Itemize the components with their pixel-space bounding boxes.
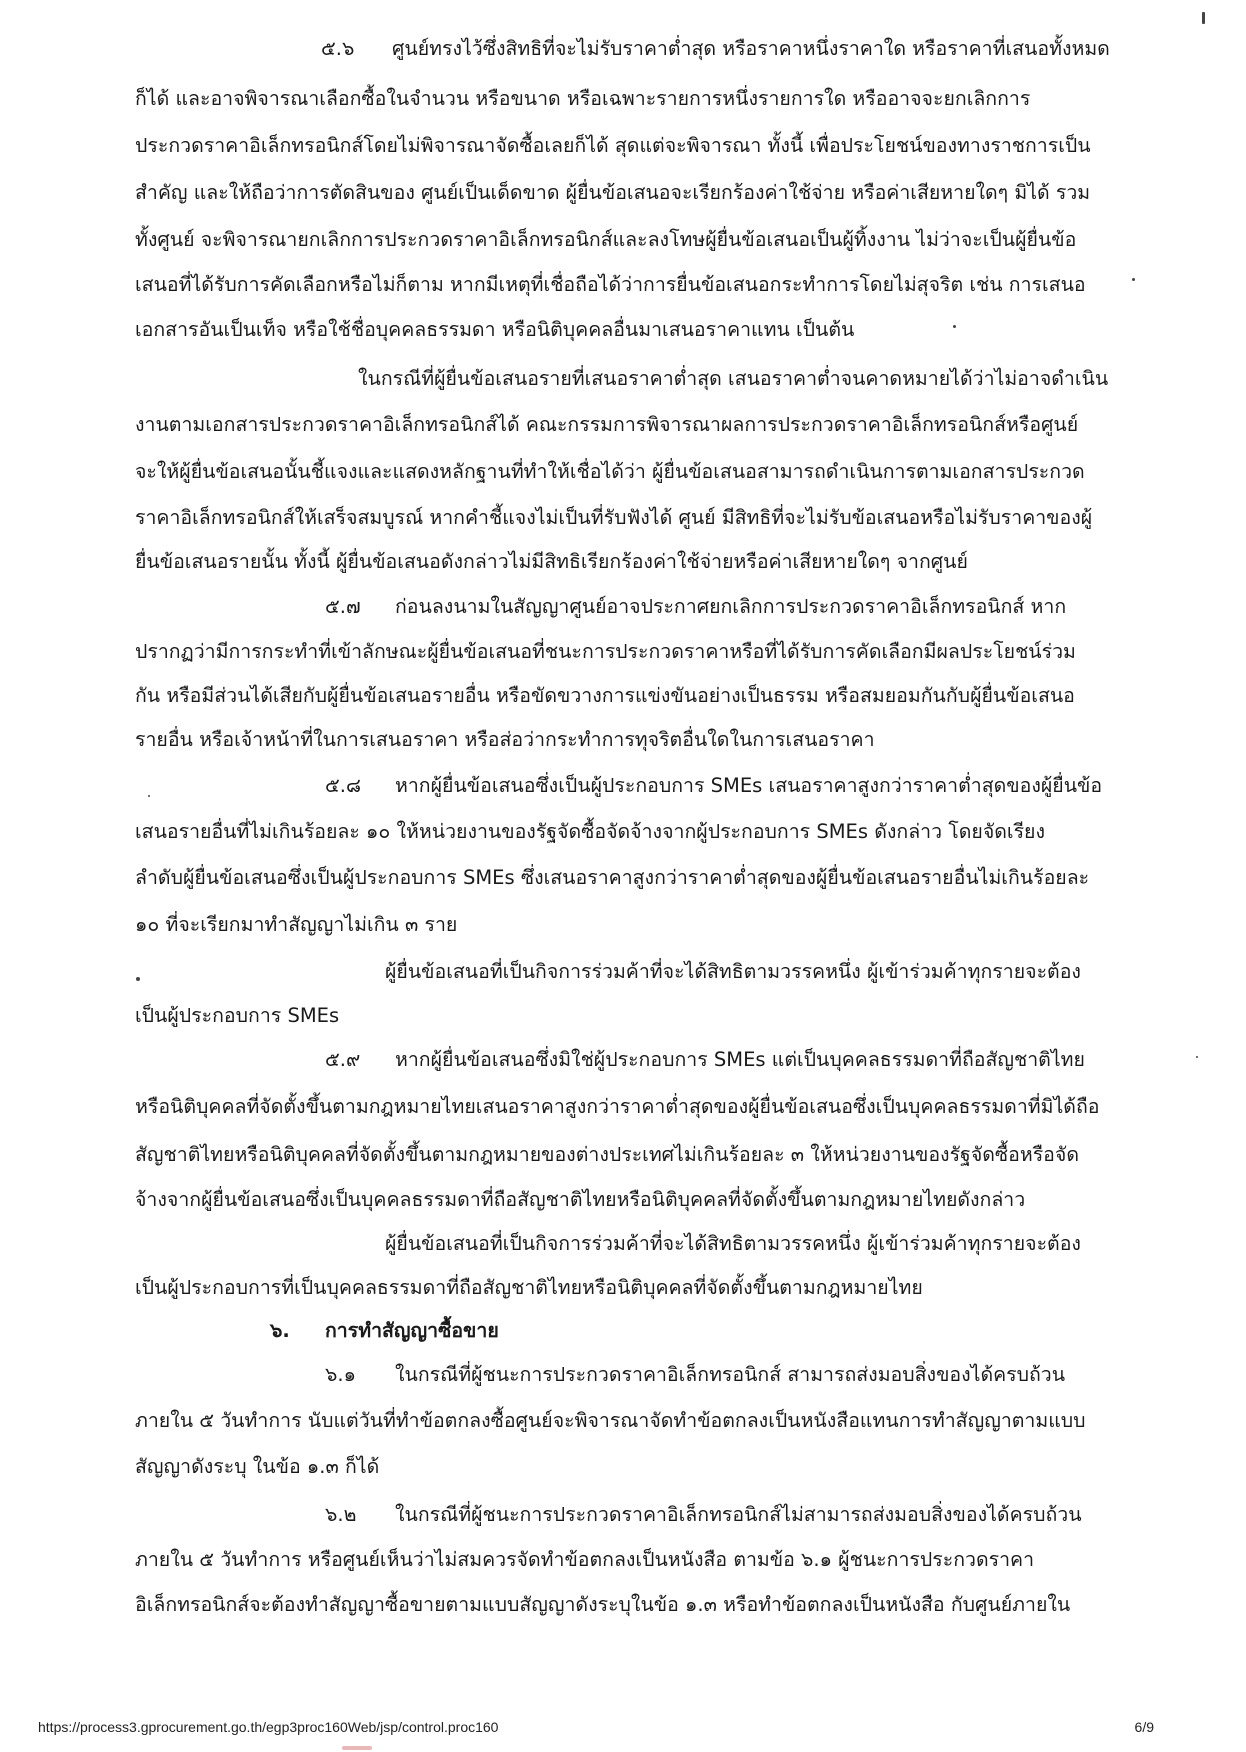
text-line: ประกวดราคาอิเล็กทรอนิกส์โดยไม่พิจารณาจัดซื้อเลยก็ได้ สุดแต่จะพิจารณา ทั้งนี้ เพื่อประโยชน์ของทางราชการเป็น (135, 134, 1091, 157)
text-line: หากผู้ยื่นข้อเสนอซึ่งมิใช่ผู้ประกอบการ SMEs แต่เป็นบุคคลธรรมดาที่ถือสัญชาติไทย (395, 1048, 1085, 1071)
text-line: ในกรณีที่ผู้ยื่นข้อเสนอรายที่เสนอราคาต่ำสุด เสนอราคาต่ำจนคาดหมายได้ว่าไม่อาจดำเนิน (358, 367, 1109, 390)
text-line: สำคัญ และให้ถือว่าการตัดสินของ ศูนย์เป็นเด็ดขาด ผู้ยื่นข้อเสนอจะเรียกร้องค่าใช้จ่าย หรือค่าเสียหายใดๆ มิได้ รวม (135, 181, 1091, 204)
text-line: ศูนย์ทรงไว้ซึ่งสิทธิที่จะไม่รับราคาต่ำสุด หรือราคาหนึ่งราคาใด หรือราคาที่เสนอทั้งหมด (392, 37, 1110, 60)
text-line: เป็นผู้ประกอบการที่เป็นบุคคลธรรมดาที่ถือสัญชาติไทยหรือนิติบุคคลที่จัดตั้งขึ้นตามกฎหมายไทย (135, 1276, 923, 1299)
text-line: หรือนิติบุคคลที่จัดตั้งขึ้นตามกฎหมายไทยเสนอราคาสูงกว่าราคาต่ำสุดของผู้ยื่นข้อเสนอซึ่งเป็นบุคคลธรรมดาที่มิได้ถือ (135, 1095, 1100, 1118)
scan-speck (1202, 12, 1205, 24)
text-line: ก็ได้ และอาจพิจารณาเลือกซื้อในจำนวน หรือขนาด หรือเฉพาะรายการหนึ่งรายการใด หรืออาจจะยกเลิกการ (135, 87, 1031, 110)
text-line: ภายใน ๕ วันทำการ หรือศูนย์เห็นว่าไม่สมควรจัดทำข้อตกลงเป็นหนังสือ ตามข้อ ๖.๑ ผู้ชนะการประกวดราคา (135, 1548, 1035, 1571)
clause-number: ๕.๙ (325, 1048, 361, 1071)
clause-number: ๖.๒ (325, 1503, 357, 1526)
text-line: ทั้งศูนย์ จะพิจารณายกเลิกการประกวดราคาอิเล็กทรอนิกส์และลงโทษผู้ยื่นข้อเสนอเป็นผู้ทิ้งงาน ไม่ว่าจะเป็นผู้ยื่นข้อ (135, 228, 1077, 251)
text-line: สัญชาติไทยหรือนิติบุคคลที่จัดตั้งขึ้นตามกฎหมายของต่างประเทศไม่เกินร้อยละ ๓ ให้หน่วยงานของรัฐจัดซื้อหรือจัด (135, 1143, 1079, 1166)
text-line: ก่อนลงนามในสัญญาศูนย์อาจประกาศยกเลิกการประกวดราคาอิเล็กทรอนิกส์ หาก (395, 595, 1067, 618)
text-line: เป็นผู้ประกอบการ SMEs (135, 1004, 340, 1027)
text-line: จ้างจากผู้ยื่นข้อเสนอซึ่งเป็นบุคคลธรรมดาที่ถือสัญชาติไทยหรือนิติบุคคลที่จัดตั้งขึ้นตามกฎหมายไทยดังกล่าว (135, 1188, 1026, 1211)
text-line: ผู้ยื่นข้อเสนอที่เป็นกิจการร่วมค้าที่จะได้สิทธิตามวรรคหนึ่ง ผู้เข้าร่วมค้าทุกรายจะต้อง (385, 960, 1081, 983)
text-line: ในกรณีที่ผู้ชนะการประกวดราคาอิเล็กทรอนิกส์ไม่สามารถส่งมอบสิ่งของได้ครบถ้วน (395, 1503, 1082, 1526)
clause-number: ๖.๑ (325, 1363, 356, 1386)
page-number: 6/9 (1134, 1719, 1154, 1735)
text-line: งานตามเอกสารประกวดราคาอิเล็กทรอนิกส์ได้ คณะกรรมการพิจารณาผลการประกวดราคาอิเล็กทรอนิกส์หรือศูนย์ (135, 413, 1079, 436)
scan-speck (136, 977, 140, 981)
text-line: เอกสารอันเป็นเท็จ หรือใช้ชื่อบุคคลธรรมดา หรือนิติบุคคลอื่นมาเสนอราคาแทน เป็นต้น (135, 318, 855, 341)
text-line: เสนอรายอื่นที่ไม่เกินร้อยละ ๑๐ ให้หน่วยงานของรัฐจัดซื้อจัดจ้างจากผู้ประกอบการ SMEs ดังกล่าว โดยจัดเรียง (135, 820, 1045, 843)
text-line: กัน หรือมีส่วนได้เสียกับผู้ยื่นข้อเสนอรายอื่น หรือขัดขวางการแข่งขันอย่างเป็นธรรม หรือสมยอมกันกับผู้ยื่นข้อเสนอ (135, 684, 1075, 707)
section-number: ๖. (270, 1319, 290, 1342)
footer-url: https://process3.gprocurement.go.th/egp3proc160Web/jsp/control.proc160 (38, 1719, 499, 1735)
text-line: อิเล็กทรอนิกส์จะต้องทำสัญญาซื้อขายตามแบบสัญญาดังระบุในข้อ ๑.๓ หรือทำข้อตกลงเป็นหนังสือ กับศูนย์ภายใน (135, 1593, 1071, 1616)
text-line: ภายใน ๕ วันทำการ นับแต่วันที่ทำข้อตกลงซื้อศูนย์จะพิจารณาจัดทำข้อตกลงเป็นหนังสือแทนการทำสัญญาตามแบบ (135, 1409, 1086, 1432)
text-line: ผู้ยื่นข้อเสนอที่เป็นกิจการร่วมค้าที่จะได้สิทธิตามวรรคหนึ่ง ผู้เข้าร่วมค้าทุกรายจะต้อง (385, 1232, 1081, 1255)
clause-number: ๕.๗ (325, 595, 361, 618)
text-line: รายอื่น หรือเจ้าหน้าที่ในการเสนอราคา หรือส่อว่ากระทำการทุจริตอื่นใดในการเสนอราคา (135, 728, 875, 751)
scan-speck (1132, 278, 1135, 281)
text-line: ในกรณีที่ผู้ชนะการประกวดราคาอิเล็กทรอนิกส์ สามารถส่งมอบสิ่งของได้ครบถ้วน (395, 1363, 1066, 1386)
text-line: ลำดับผู้ยื่นข้อเสนอซึ่งเป็นผู้ประกอบการ SMEs ซึ่งเสนอราคาสูงกว่าราคาต่ำสุดของผู้ยื่นข้อเสนอรายอื่นไม่เกินร้อยละ (135, 866, 1090, 889)
text-line: ปรากฏว่ามีการกระทำที่เข้าลักษณะผู้ยื่นข้อเสนอที่ชนะการประกวดราคาหรือที่ได้รับการคัดเลือกมีผลประโยชน์ร่วม (135, 640, 1076, 663)
clause-number: ๕.๘ (325, 774, 362, 797)
text-line: หากผู้ยื่นข้อเสนอซึ่งเป็นผู้ประกอบการ SMEs เสนอราคาสูงกว่าราคาต่ำสุดของผู้ยื่นข้อ (395, 774, 1103, 797)
section-heading: การทำสัญญาซื้อขาย (325, 1319, 499, 1342)
text-line: ยื่นข้อเสนอรายนั้น ทั้งนี้ ผู้ยื่นข้อเสนอดังกล่าวไม่มีสิทธิเรียกร้องค่าใช้จ่ายหรือค่าเสียหายใดๆ จากศูนย์ (135, 550, 968, 573)
clause-number: ๕.๖ (321, 37, 355, 60)
scan-speck (1196, 1056, 1198, 1058)
scan-speck (953, 325, 956, 328)
scan-speck (148, 795, 150, 797)
text-line: เสนอที่ได้รับการคัดเลือกหรือไม่ก็ตาม หากมีเหตุที่เชื่อถือได้ว่าการยื่นข้อเสนอกระทำการโดยไม่สุจริต เช่น การเสนอ (135, 273, 1086, 296)
text-line: สัญญาดังระบุ ในข้อ ๑.๓ ก็ได้ (135, 1455, 380, 1478)
scan-mark (342, 1746, 372, 1750)
text-line: จะให้ผู้ยื่นข้อเสนอนั้นชี้แจงและแสดงหลักฐานที่ทำให้เชื่อได้ว่า ผู้ยื่นข้อเสนอสามารถดำเนินการตามเอกสารประกวด (135, 460, 1085, 483)
text-line: ๑๐ ที่จะเรียกมาทำสัญญาไม่เกิน ๓ ราย (135, 913, 458, 936)
text-line: ราคาอิเล็กทรอนิกส์ให้เสร็จสมบูรณ์ หากคำชี้แจงไม่เป็นที่รับฟังได้ ศูนย์ มีสิทธิที่จะไม่รับข้อเสนอหรือไม่รับราคาของผู้ (135, 506, 1093, 529)
